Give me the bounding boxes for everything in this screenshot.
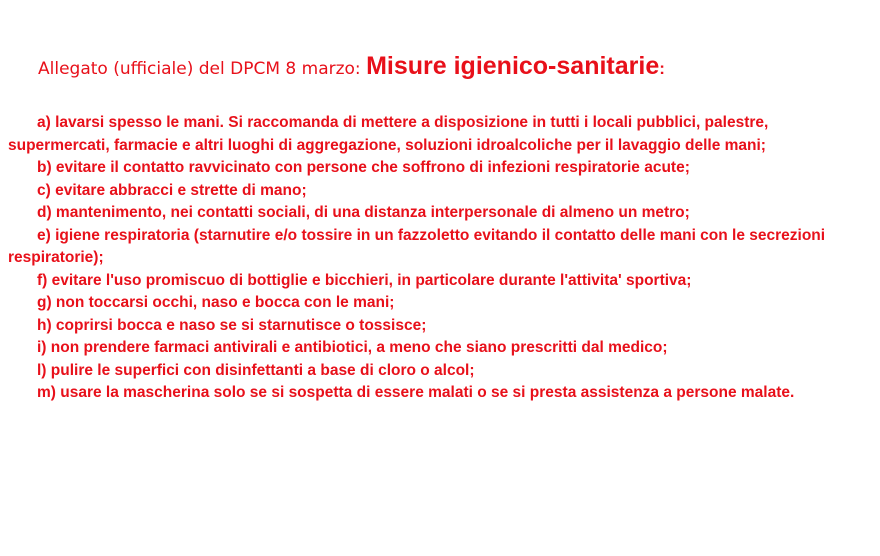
measure-item-e: e) igiene respiratoria (starnutire e/o tossire in un fazzoletto evitando il contatto delle mani con le secrezioni respiratorie);: [8, 226, 826, 266]
measure-item-h: h) coprirsi bocca e naso se si starnutisce o tossisce;: [37, 316, 427, 334]
measure-item-d: d) mantenimento, nei contatti sociali, di una distanza interpersonale di almeno un metro;: [37, 204, 690, 221]
measure-item-m: m) usare la mascherina solo se si sospetta di essere malati o se si presta assistenza a persone malate.: [37, 384, 795, 401]
measure-item-a: a) lavarsi spesso le mani. Si raccomanda di mettere a disposizione in tutti i locali pubblici, palestre, supermercati, farmacie e altri luoghi di aggregazione, soluzioni idroalcoliche per il lavaggio delle mani;: [8, 114, 769, 154]
heading-colon: :: [659, 59, 665, 78]
measure-item-g: g) non toccarsi occhi, naso e bocca con le mani;: [37, 294, 395, 311]
measure-item-l: l) pulire le superfici con disinfettanti a base di cloro o alcol;: [37, 361, 475, 379]
heading-title: Misure igienico-sanitarie: [366, 52, 660, 80]
heading: [38, 52, 665, 81]
heading-lead: Allegato (ufficiale) del DPCM 8 marzo:: [38, 59, 367, 79]
measure-item-c: c) evitare abbracci e strette di mano;: [37, 181, 307, 199]
measure-item-f: f) evitare l'uso promiscuo di bottiglie e bicchieri, in particolare durante l'attivita' sportiva;: [37, 271, 692, 289]
measure-item-b: b) evitare il contatto ravvicinato con persone che soffrono di infezioni respiratorie acute;: [37, 159, 690, 176]
measure-item-i: i) non prendere farmaci antivirali e antibiotici, a meno che siano prescritti dal medico;: [37, 339, 668, 356]
measures-list: [8, 112, 872, 405]
